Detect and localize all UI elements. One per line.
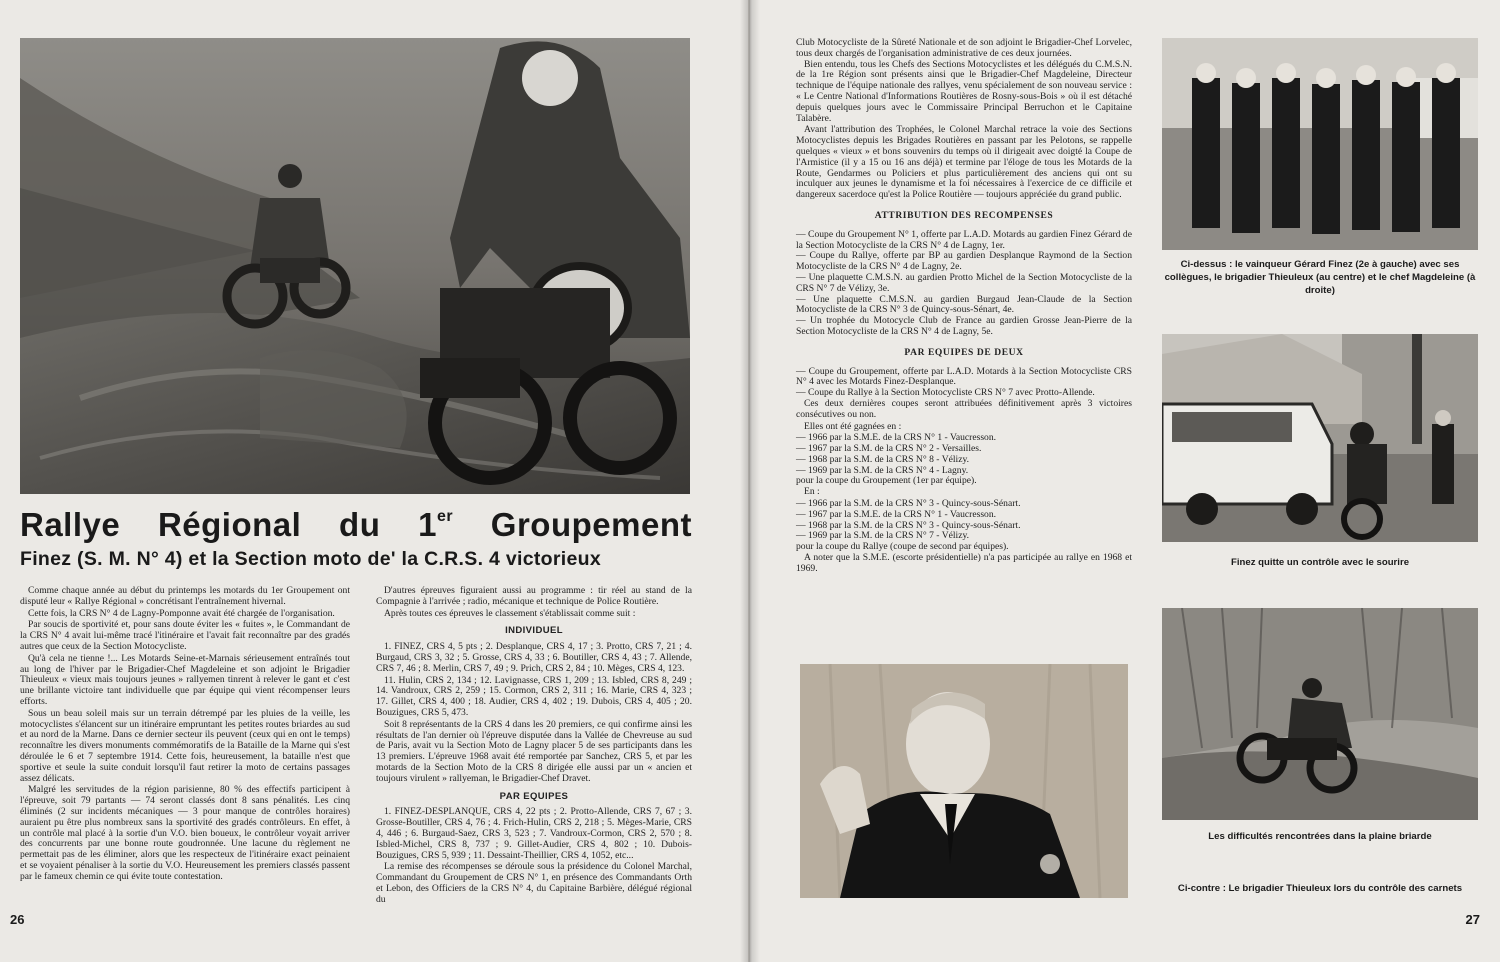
award-item: — Coupe du Rallye à la Section Motocycliste CRS N° 7 avec Protto-Allende.	[796, 387, 1095, 399]
right-column-1	[796, 38, 1132, 576]
left-page	[0, 0, 748, 962]
photo-finez-control	[1162, 334, 1478, 542]
section-heading-par-equipes-de-deux: PAR EQUIPES DE DEUX	[904, 347, 1024, 358]
title-word-du: du	[339, 506, 381, 543]
winner-line: — 1969 par la S.M. de la CRS N° 7 - Vélizy.	[796, 530, 970, 542]
award-item: — Coupe du Groupement N° 1, offerte par L.A.D. Motards au gardien Finez Gérard de la Section Motocycliste de la CRS N° 4 de Lagny, 1er.	[796, 228, 1132, 251]
paragraph: Comme chaque année au début du printemps les motards du 1er Groupement ont disputé leur « Rallye Régional » concrétisant l'entraînement hivernal.	[20, 585, 350, 607]
paragraph: Qu'à cela ne tienne !... Les Motards Seine-et-Marnais sérieusement entraînés tout au long de l'hiver par le Brigadier-Chef Magdeleine et son adjoint le Brigadier Thieuleux « vieux mais toujours jeunes » rallyemen tinrent à relever le gant et c'est une brillante victoire tant individuelle que par équipe qui vient récompenser leurs efforts.	[20, 652, 350, 707]
paragraph: 11. Hulin, CRS 2, 134 ; 12. Lavignasse, CRS 1, 209 ; 13. Isbled, CRS 8, 249 ; 14. Vandroux, CRS 2, 259 ; 15. Cormon, CRS 2, 311 ; 16. Marie, CRS 4, 323 ; 17. Gillet, CRS 4, 400 ; 18. Audier, CRS 4, 402 ; 19. Dubois, CRS 4, 405 ; 20. Bouzigues, CRS 5, 473.	[376, 674, 692, 718]
paragraph: Club Motocycliste de la Sûreté Nationale et de son adjoint le Brigadier-Chef Lorvelec, tous deux chargés de l'organisation administrative de ces deux journées.	[796, 37, 1132, 59]
paragraph: Après toutes ces épreuves le classement s'établissait comme suit :	[384, 607, 636, 619]
paragraph: Malgré les servitudes de la région parisienne, 80 % des effectifs participent à l'épreuve, soit 79 partants — 74 seront classés dont 8 sans pénalités. Les cinq éliminés (2 sur incidents mécaniques — 3 pour manque de contrôles horaires) auraient pu être plus nombreux sans la sportivité des gradés contrôleurs. En effet, à un contrôle mal placé à la sortie d'un V.O. bien boueux, le contrôleur voyait arriver des concurrents par une bonne route goudronnée. Une lacune du règlement ne permettait pas de les éliminer, alors que les respecteux de l'itinéraire exact peinaient et se voyaient pénaliser à la sortie du V.O. Heureusement les premiers classés passent par le fameux chemin ce qui évite toute contestation.	[20, 784, 350, 882]
article-subtitle: Finez (S. M. N° 4) et la Section moto de' la C.R.S. 4 victorieux	[20, 548, 601, 570]
paragraph: Ces deux dernières coupes seront attribuées définitivement après 3 victoires consécutives ou non.	[796, 397, 1132, 420]
right-page	[750, 0, 1500, 962]
paragraph: En :	[804, 486, 820, 498]
paragraph: Bien entendu, tous les Chefs des Sections Motocyclistes et les délégués du C.M.S.N. de la 1re Région sont présents ainsi que le Brigadier-Chef Magdeleine, Directeur technique de l'équipe nationale des rallyes, venu spécialement de son nouveau service : « Le Centre National d'Informations Routières de Rosny-sous-Bois » où il est détaché depuis quelques jours avec le Commissaire Principal Berruchon et le Capitaine Talabère.	[796, 58, 1132, 124]
section-heading-par-equipes: PAR EQUIPES	[499, 790, 569, 802]
award-item: — Une plaquette C.M.S.N. au gardien Burgaud Jean-Claude de la Section Motocycliste de la CRS N° 3 de Quincy-sous-Sénart, 4e.	[796, 293, 1132, 316]
left-column-2	[376, 586, 692, 907]
paragraph: D'autres épreuves figuraient aussi au programme : tir réel au stand de la Compagnie à l'arrivée ; radio, mécanique et technique de Police Routière.	[376, 585, 692, 607]
left-column-1	[20, 586, 350, 884]
page-number-right: 27	[1465, 912, 1480, 927]
page-number-left: 26	[10, 912, 25, 927]
section-heading-attribution: ATTRIBUTION DES RECOMPENSES	[874, 210, 1054, 221]
paragraph: A noter que la S.M.E. (escorte présidentielle) n'a pas participée au rallye en 1968 et 1969.	[796, 552, 1132, 574]
title-number: 1er	[418, 506, 454, 543]
winner-line: — 1966 par la S.M.E. de la CRS N° 1 - Vaucresson.	[796, 432, 997, 444]
title-word-regional: Régional	[157, 506, 302, 543]
winner-line: pour la coupe du Rallye (coupe de second par équipes).	[796, 541, 1009, 553]
paragraph: Avant l'attribution des Trophées, le Colonel Marchal retrace la voie des Sections Motocyclistes depuis les Brigades Routières en passant par les Pelotons, se rappelle quelques « vieux » et bons souvenirs du temps où il dirigeait avec doigté la Coupe de l'Armistice (il y a 15 ou 16 ans déjà) et termine par l'éloge de tous les Motards de la Route, Gendarmes ou Policiers et plus particulièrement des anciens qui ont su inculquer aux jeunes le dynamisme et la foi nécessaires à l'exercice de ce difficile et dangereux sacerdoce qu'est la Police Routière — toujours appréciée du grand public.	[796, 124, 1132, 201]
section-heading-individuel: INDIVIDUEL	[505, 625, 563, 637]
paragraph: Soit 8 représentants de la CRS 4 dans les 20 premiers, ce qui confirme ainsi les résultats de l'an dernier où l'épreuve disputée dans la Vallée de Chevreuse au sud de Paris, avait vu la Section Moto de Lagny placer 5 de ses participants dans les 13 premiers. L'épreuve 1968 avait été remportée par Sanchez, CRS 5, et par les motards de la Section Moto de la CRS 8 dirigée elle aussi par un « ancien et toujours virulent » rallyeman, le Brigadier-Chef Dravet.	[376, 718, 692, 784]
award-item: — Coupe du Rallye, offerte par BP au gardien Desplanque Raymond de la Section Motocycliste de la CRS N° 4 de Lagny, 2e.	[796, 250, 1132, 273]
paragraph: Par soucis de sportivité et, pour sans doute éviter les « fuites », le Commandant de la CRS N° 4 avait lui-même tracé l'itinéraire et l'avait fait reconnaître par des gradés autres que ceux de la Section Motocycliste.	[20, 619, 350, 652]
caption-group-photo: Ci-dessus : le vainqueur Gérard Finez (2e à gauche) avec ses collègues, le brigadier Thieuleux (au centre) et le chef Magdeleine (à droite)	[1164, 259, 1476, 296]
winner-line: — 1968 par la S.M. de la CRS N° 8 - Vélizy.	[796, 453, 970, 465]
paragraph: 1. FINEZ-DESPLANQUE, CRS 4, 22 pts ; 2. Protto-Allende, CRS 7, 67 ; 3. Grosse-Boutiller, CRS 4, 76 ; 4. Frich-Hulin, CRS 2, 218 ; 5. Mèges-Marie, CRS 4, 446 ; 6. Burgaud-Saez, CRS 3, 523 ; 7. Vandroux-Cormon, CRS 2, 570 ; 8. Isbled-Michel, CRS 8, 737 ; 9. Gillet-Audier, CRS 4, 802 ; 10. Dubois-Bouzigues, CRS 5, 939 ; 11. Dessaint-Theillier, CRS 4, 1052, etc...	[376, 806, 692, 861]
title-word-groupement: Groupement	[490, 506, 692, 543]
winner-line: — 1969 par la S.M. de la CRS N° 4 - Lagny.	[796, 464, 969, 476]
winner-line: — 1968 par la S.M. de la CRS N° 3 - Quincy-sous-Sénart.	[796, 519, 1021, 531]
caption-plaine-briarde: Les difficultés rencontrées dans la plaine briarde	[1208, 831, 1432, 842]
winner-line: — 1966 par la S.M. de la CRS N° 3 - Quincy-sous-Sénart.	[796, 498, 1021, 510]
paragraph: 1. FINEZ, CRS 4, 5 pts ; 2. Desplanque, CRS 4, 17 ; 3. Protto, CRS 7, 21 ; 4. Burgaud, CRS 3, 32 ; 5. Grosse, CRS 4, 33 ; 6. Boutiller, CRS 4, 43 ; 7. Allende, CRS 7, 46 ; 8. Merlin, CRS 7, 49 ; 9. Prich, CRS 2, 84 ; 10. Mèges, CRS 4, 123.	[376, 641, 692, 674]
award-item: — Une plaquette C.M.S.N. au gardien Protto Michel de la Section Motocycliste de la CRS N° 7 de Vélizy, 3e.	[796, 271, 1132, 294]
paragraph: Elles ont été gagnées en :	[804, 420, 902, 432]
winner-line: — 1967 par la S.M. de la CRS N° 2 - Versailles.	[796, 443, 982, 455]
caption-ci-contre: Ci-contre : Le brigadier Thieuleux lors du contrôle des carnets	[1177, 883, 1463, 894]
caption-finez-control: Finez quitte un contrôle avec le sourire	[1230, 557, 1410, 568]
award-item: — Coupe du Groupement, offerte par L.A.D. Motards à la Section Motocycliste CRS N° 4 avec les Motards Finez-Desplanque.	[796, 365, 1132, 388]
article-title	[20, 506, 692, 544]
title-word-rallye: Rallye	[20, 506, 121, 543]
hero-photo-motorcycles-mud	[20, 38, 690, 494]
paragraph: Cette fois, la CRS N° 4 de Lagny-Pomponne avait été chargée de l'organisation.	[28, 607, 335, 619]
photo-plaine-briarde	[1162, 608, 1478, 820]
book-gutter	[740, 0, 760, 962]
paragraph: Sous un beau soleil mais sur un terrain détrempé par les pluies de la veille, les motocyclistes s'élancent sur un itinéraire empruntant les petites routes briardes au sud et au nord de la Marne. Dans ce dernier secteur ils peuvent (ceux qui en ont le temps) reconnaître les divers monuments commémoratifs de la Bataille de la Marne qui s'est déroulée le 6 et 7 septembre 1914. Cette fois, heureusement, la bataille n'est que sportive et seule la suite conduit lorsqu'il faut retirer la moto de certains passages assez délicats.	[20, 707, 350, 784]
winner-line: — 1967 par la S.M.E. de la CRS N° 1 - Vaucresson.	[796, 508, 997, 520]
paragraph: La remise des récompenses se déroule sous la présidence du Colonel Marchal, Commandant du Groupement de CRS N° 1, en présence des Commandants Orth et Lebon, des Officiers de la CRS N° 4, du Capitaine Barbière, délégué régional du	[376, 861, 692, 905]
winner-line: pour la coupe du Groupement (1er par équipe).	[796, 475, 977, 487]
photo-group-motards	[1162, 38, 1478, 250]
award-item: — Un trophée du Motocycle Club de France au gardien Grosse Jean-Pierre de la Section Motocycliste de la CRS N° 4 de Lagny, 5e.	[796, 315, 1132, 337]
photo-portrait-officer	[800, 664, 1128, 898]
